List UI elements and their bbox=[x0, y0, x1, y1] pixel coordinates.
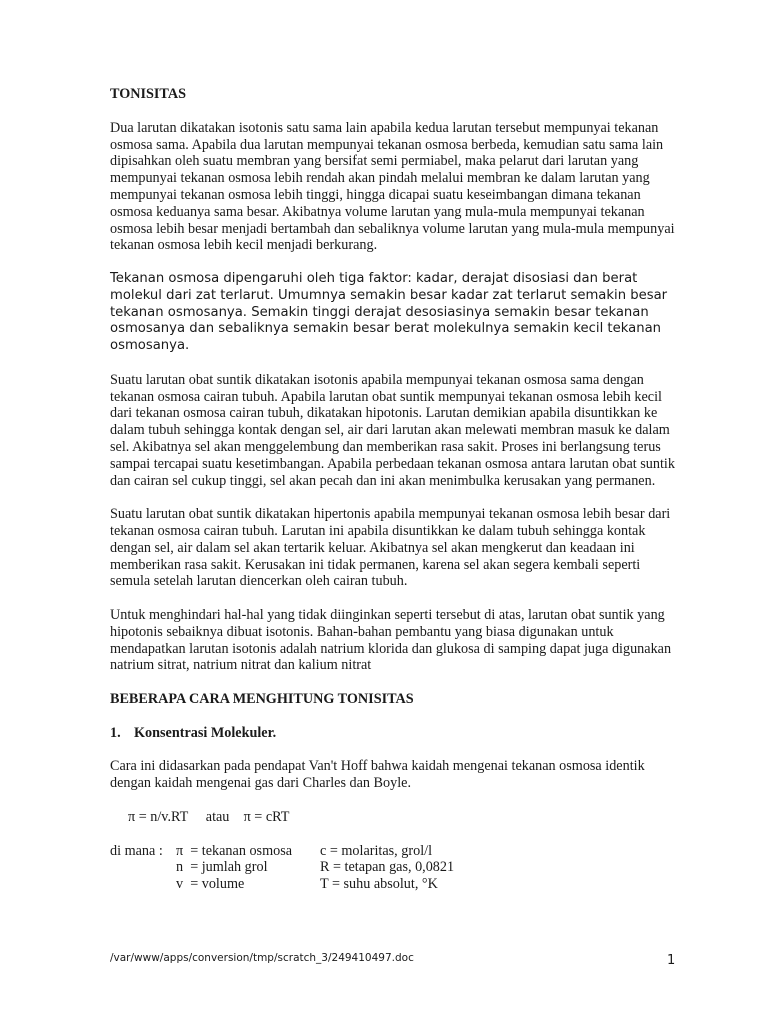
paragraph-hipertonis: Suatu larutan obat suntik dikatakan hipertonis apabila mempunyai tekanan osmosa lebih besar dari tekanan osmosa cairan tubuh. Larutan ini apabila disuntikkan ke dalam tubuh sehingga kontak dengan sel, air dalam sel akan tertarik keluar. Akibatnya sel akan mengkerut dan keadaan ini memberikan rasa sakit. Kerusakan ini tidak permanen, karena sel akan segera kembali seperti semula setelah larutan diencerkan oleh cairan tubuh. bbox=[110, 506, 671, 590]
definitions-lead: di mana : bbox=[110, 842, 163, 859]
paragraph-vant-hoff: Cara ini didasarkan pada pendapat Van't Hoff bahwa kaidah mengenai tekanan osmosa identik dengan kaidah mengenai gas dari Charles dan Boyle. bbox=[110, 758, 645, 792]
footer-file-path: /var/www/apps/conversion/tmp/scratch_3/249410497.doc bbox=[110, 952, 414, 964]
definitions-spacer bbox=[110, 876, 176, 893]
formula: π = n/v.RT atau π = cRT bbox=[128, 808, 290, 825]
numbered-heading-label: Konsentrasi Molekuler. bbox=[134, 724, 277, 741]
numbered-heading-number: 1. bbox=[110, 724, 121, 741]
page-number: 1 bbox=[667, 953, 676, 968]
definition-r: R = tetapan gas, 0,0821 bbox=[320, 859, 455, 876]
paragraph-isotonis: Dua larutan dikatakan isotonis satu sama lain apabila kedua larutan tersebut mempunyai tekanan osmosa sama. Apabila dua larutan mempunyai tekanan osmosa berbeda, kemudian satu sama lain dipisahkan oleh suatu membran yang bersifat semi permiabel, maka pelarut dari larutan yang mempunyai tekanan osmosa lebih rendah akan pindah melalui membran ke dalam larutan yang mempunyai tekanan osmosa lebih tinggi, hingga dicapai suatu keseimbangan dimana tekanan osmosa keduanya sama besar. Akibatnya volume larutan yang mula-mula mempunyai tekanan osmosa lebih besar menjadi bertambah dan sebaliknya volume larutan yang mula-mula mempunyai tekanan osmosa lebih kecil menjadi berkurang. bbox=[110, 119, 675, 254]
paragraph-bahan-pembantu: Untuk menghindari hal-hal yang tidak diinginkan seperti tersebut di atas, larutan obat suntik yang hipotonis sebaiknya dibuat isotonis. Bahan-bahan pembantu yang biasa digunakan untuk mendapatkan larutan isotonis adalah natrium klorida dan glukosa di samping dapat juga digunakan natrium sitrat, natrium nitrat dan kalium nitrat bbox=[110, 606, 672, 674]
document-title: TONISITAS bbox=[110, 86, 186, 102]
paragraph-hipotonis: Suatu larutan obat suntik dikatakan isotonis apabila mempunyai tekanan osmosa sama dengan tekanan osmosa cairan tubuh. Apabila larutan obat suntik mempunyai tekanan osmosa lebih kecil dari tekanan osmosa cairan tubuh, dikatakan hipotonis. Larutan demikian apabila disuntikkan ke dalam tubuh sehingga kontak dengan sel, air dari larutan akan melewati membran masuk ke dalam sel. Akibatnya sel akan menggelembung dan memberikan rasa sakit. Proses ini berlangsung terus sampai tercapai suatu kesetimbangan. Apabila perbedaan tekanan osmosa antara larutan obat suntik dan cairan sel cukup tinggi, sel akan pecah dan ini akan menimbulka kerusakan yang permanen. bbox=[110, 371, 675, 489]
section-heading: BEBERAPA CARA MENGHITUNG TONISITAS bbox=[110, 690, 414, 707]
definition-n: n = jumlah grol bbox=[176, 859, 268, 876]
document-body bbox=[110, 86, 680, 893]
definition-c: c = molaritas, grol/l bbox=[320, 842, 433, 859]
definitions-table bbox=[110, 843, 680, 893]
definition-v: v = volume bbox=[176, 876, 245, 893]
paragraph-faktor: Tekanan osmosa dipengaruhi oleh tiga faktor: kadar, derajat disosiasi dan berat molekul dari zat terlarut. Umumnya semakin besar kadar zat terlarut semakin besar tekanan osmosanya. Semakin tinggi derajat desosiasinya semakin besar tekanan osmosanya dan sebaliknya semakin besar berat molekulnya semakin kecil tekanan osmosanya. bbox=[110, 270, 668, 354]
definitions-spacer bbox=[110, 859, 176, 876]
numbered-heading bbox=[110, 725, 680, 742]
definition-pi: π = tekanan osmosa bbox=[176, 842, 293, 859]
definition-t: T = suhu absolut, °K bbox=[320, 876, 438, 893]
